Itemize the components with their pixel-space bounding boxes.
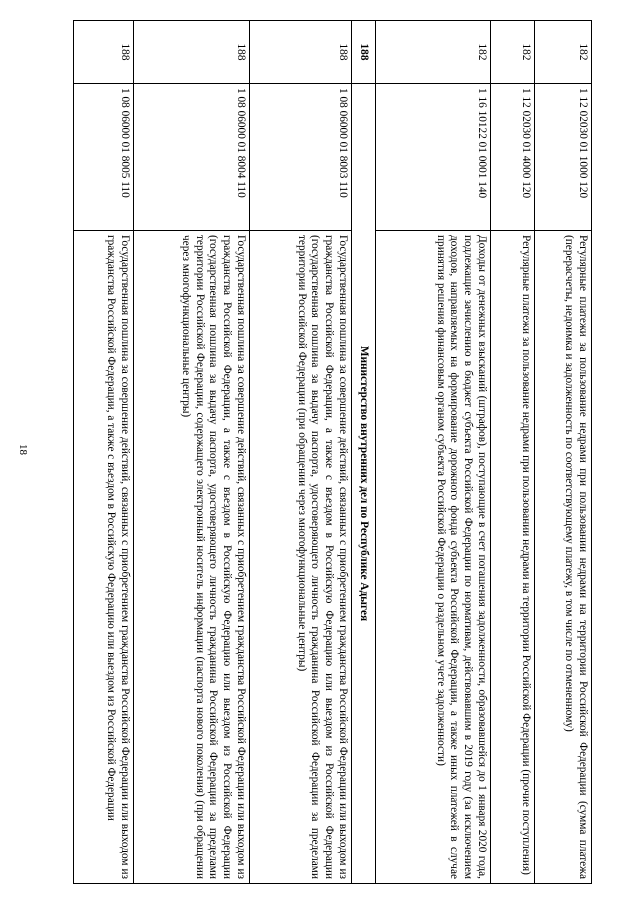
section-title: Министерство внутренних дел по Республике Адыгея — [352, 84, 376, 884]
budget-code-cell: 1 12 02030 01 4000 120 — [491, 84, 535, 231]
description-cell: Государственная пошлина за совершение действий, связанных с приобретением гражданства Российской Федерации или выходом из гражданства Российской Федерации, а также с въездом в Российскую Федерацию или выездом из Российской Федерации — [74, 231, 134, 884]
description-cell: Регулярные платежи за пользование недрами при пользовании недрами на территории Российской Федерации (прочие поступления) — [491, 231, 535, 884]
description-cell: Государственная пошлина за совершение действий, связанных с приобретением гражданства Российской Федерации или выходом из гражданства Российской Федерации, а также с въездом в Российскую Федерацию или выездом из Российской Федерации (государственная пошлина за выдачу паспорта, удостоверяющего личность гражданина Российской Федерации за пределами территории Российской Федерации (при обращении через многофункциональные центры) — [250, 231, 352, 884]
description-cell: Государственная пошлина за совершение действий, связанных с приобретением гражданства Российской Федерации или выходом из гражданства Российской Федерации, а также с въездом в Российскую Федерацию или выездом из Российской Федерации (государственная пошлина за выдачу паспорта, удостоверяющего личность гражданина Российской Федерации за пределами территории Российской Федерации, содержащего электронный носитель информации (паспорта нового поколения) (при обращении через многофункциональные центры) — [134, 231, 250, 884]
admin-code-cell: 182 — [535, 21, 592, 84]
table-row — [376, 21, 491, 884]
section-admin-code: 188 — [352, 21, 376, 84]
page-number: 18 — [17, 444, 29, 455]
budget-code-cell: 1 08 06000 01 8004 110 — [134, 84, 250, 231]
table-row — [535, 21, 592, 884]
table-row — [250, 21, 352, 884]
section-header-row — [352, 21, 376, 884]
admin-code-cell: 188 — [74, 21, 134, 84]
rotated-page — [74, 20, 592, 884]
admin-code-cell: 188 — [134, 21, 250, 84]
admin-code-cell: 188 — [250, 21, 352, 84]
table-row — [134, 21, 250, 884]
admin-code-cell: 182 — [491, 21, 535, 84]
table-row — [74, 21, 134, 884]
budget-code-cell: 1 12 02030 01 1000 120 — [535, 84, 592, 231]
budget-code-cell: 1 16 10122 01 0001 140 — [376, 84, 491, 231]
description-cell: Доходы от денежных взысканий (штрафов), поступающие в счет погашения задолженности, образовавшейся до 1 января 2020 года, подлежащие зачислению в бюджет субъекта Российской Федерации по нормативам, действовавшим в 2019 году (за исключением доходов, направляемых на формирование дорожного фонда субъекта Российской Федерации, а также иных платежей в случае принятия решения финансовым органом субъекта Российской Федерации о раздельном учете задолженности) — [376, 231, 491, 884]
budget-code-cell: 1 08 06000 01 8003 110 — [250, 84, 352, 231]
revenue-codes-table — [73, 20, 592, 884]
admin-code-cell: 182 — [376, 21, 491, 84]
budget-code-cell: 1 08 06000 01 8005 110 — [74, 84, 134, 231]
description-cell: Регулярные платежи за пользование недрами при пользовании недрами на территории Российской Федерации (сумма платежа (перерасчеты, недоимка и задолженность по соответствующему платежу, в том числе по отмененному) — [535, 231, 592, 884]
table-row — [491, 21, 535, 884]
